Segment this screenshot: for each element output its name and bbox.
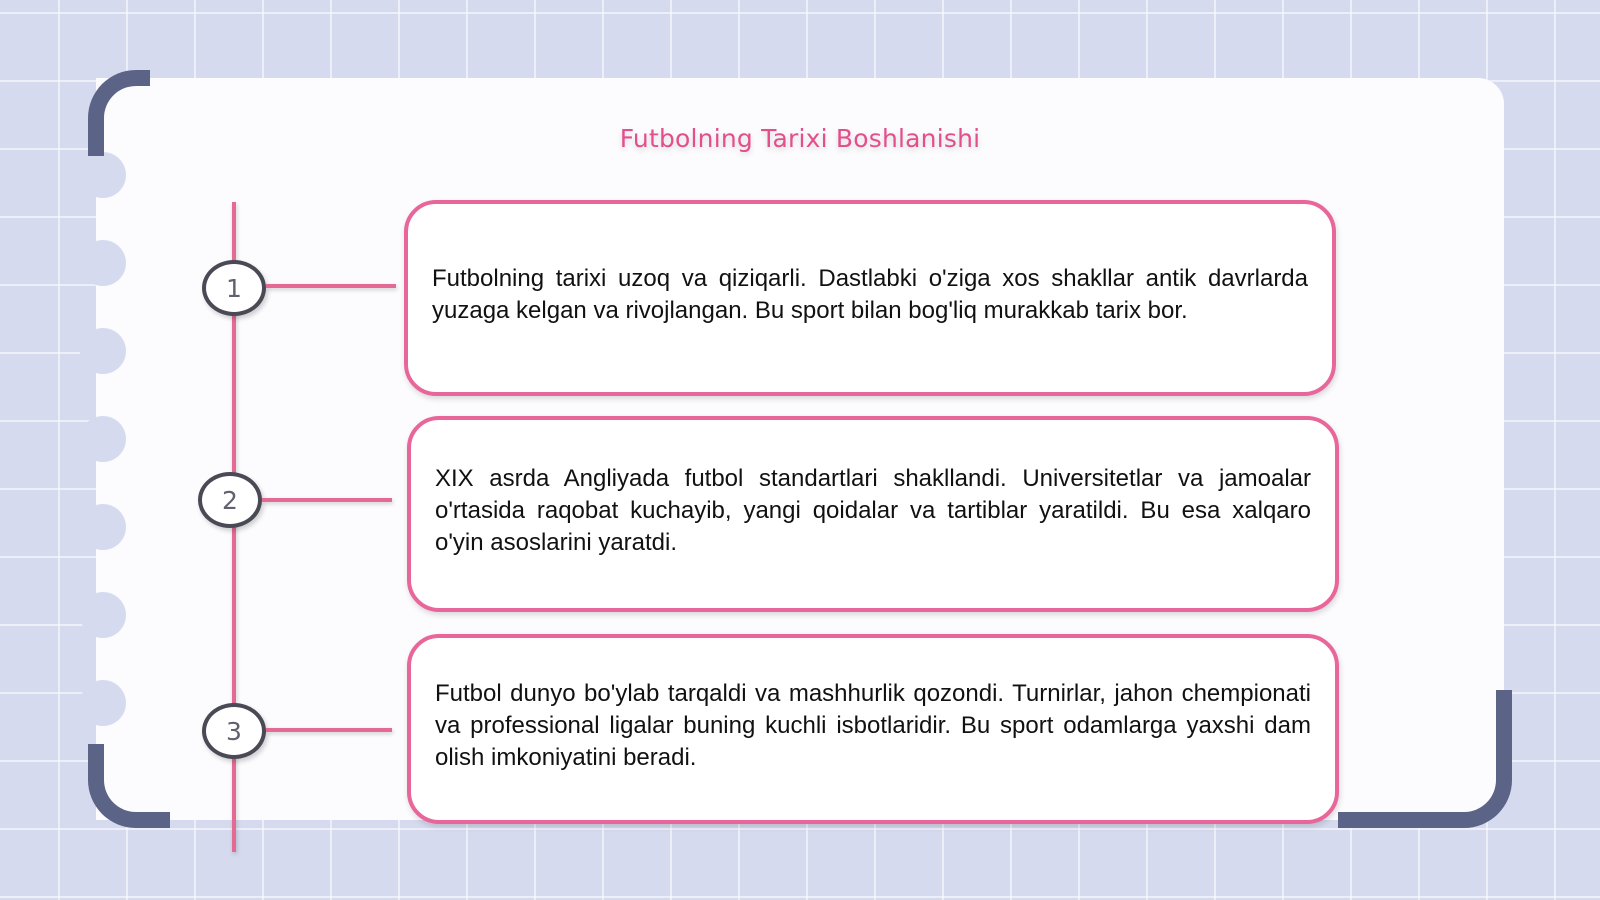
timeline-card-text: XIX asrda Angliyada futbol standartlari shakllandi. Universitetlar va jamoalar o'rtasida raqobat kuchayib, yangi qoidalar va tartiblar yaratildi. Bu esa xalqaro o'yin asoslarini yaratdi. xyxy=(435,465,1311,556)
paper-notch xyxy=(80,328,126,374)
timeline-connector-2 xyxy=(262,498,392,502)
timeline-marker-3 xyxy=(202,703,266,759)
timeline-connector-1 xyxy=(266,284,396,288)
timeline-card-1 xyxy=(404,200,1336,396)
paper-notch xyxy=(80,416,126,462)
paper-notch xyxy=(80,592,126,638)
timeline-connector-3 xyxy=(266,728,392,732)
step-number: 2 xyxy=(222,485,238,515)
paper-notch xyxy=(80,504,126,550)
paper-notch xyxy=(80,152,126,198)
timeline-marker-2 xyxy=(198,472,262,528)
timeline-card-2 xyxy=(407,416,1339,612)
timeline-card-text: Futbolning tarixi uzoq va qiziqarli. Dastlabki o'ziga xos shakllar antik davrlarda yuzaga kelgan va rivojlangan. Bu sport bilan bog'liq murakkab tarix bor. xyxy=(432,265,1308,324)
timeline-card-text: Futbol dunyo bo'ylab tarqaldi va mashhurlik qozondi. Turnirlar, jahon chempionati va professional ligalar buning kuchli isbotlaridir. Bu sport odamlarga yaxshi dam olish imkoniyatini beradi. xyxy=(435,680,1311,771)
step-number: 3 xyxy=(226,716,242,746)
paper-notch xyxy=(80,240,126,286)
timeline-card-3 xyxy=(407,634,1339,824)
timeline-marker-1 xyxy=(202,260,266,316)
step-number: 1 xyxy=(226,273,242,303)
paper-notch xyxy=(80,680,126,726)
frame-corner-bottom-right xyxy=(1338,690,1512,828)
slide-title: Futbolning Tarixi Boshlanishi xyxy=(619,124,981,153)
